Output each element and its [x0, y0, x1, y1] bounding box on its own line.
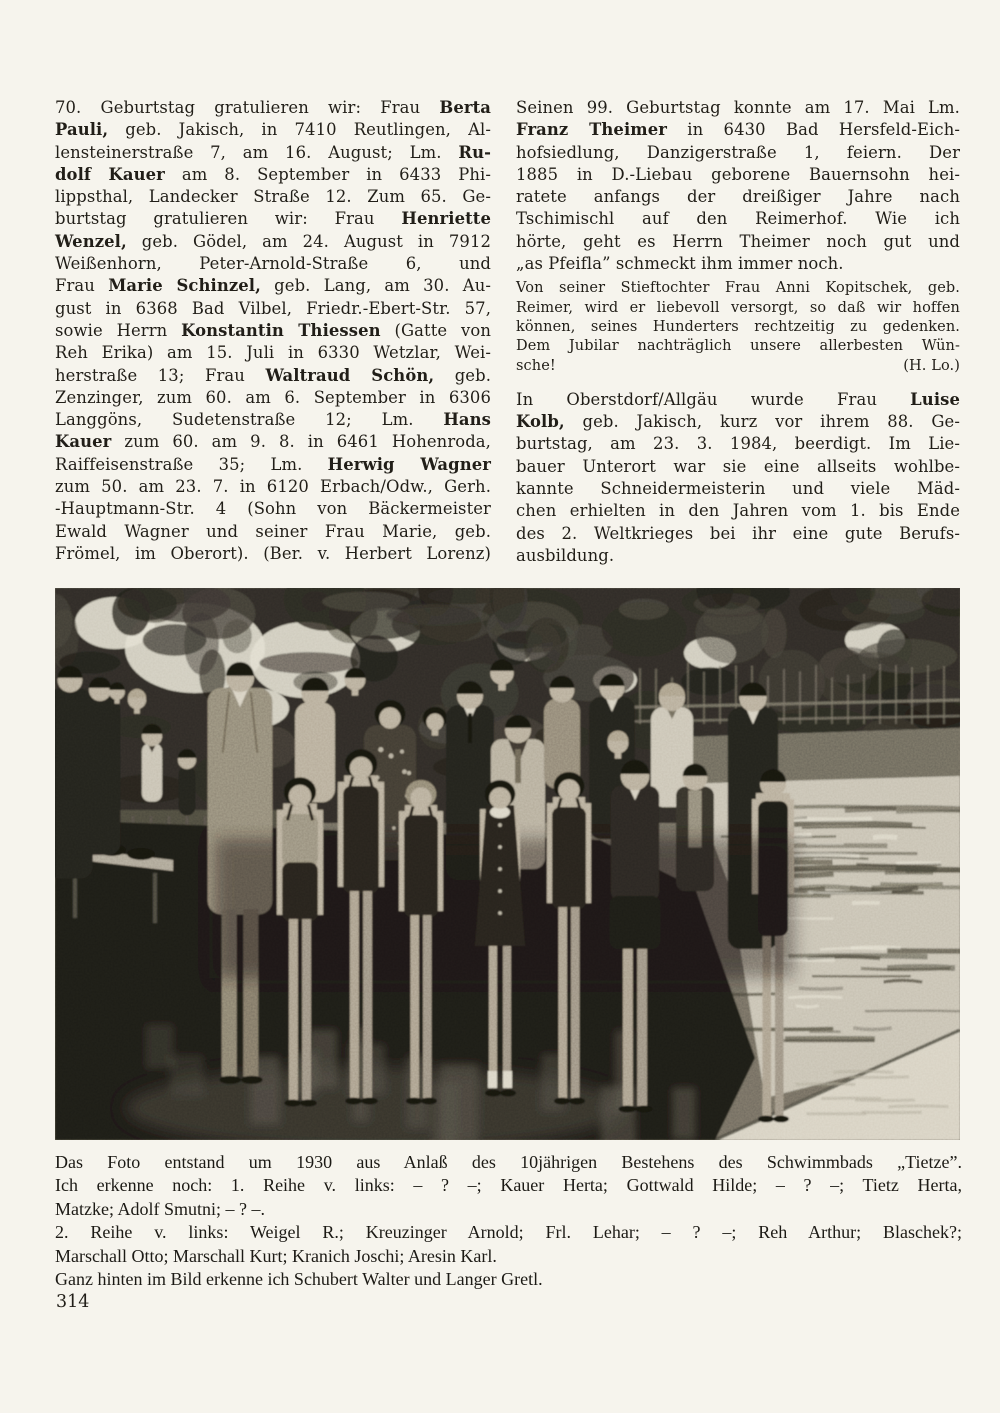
text-line: In Oberstdorf/Allgäu wurde Frau Luise: [516, 389, 960, 409]
text-line: Raiffeisenstraße 35; Lm. Herwig Wagner: [55, 454, 491, 474]
text-line: Franz Theimer in 6430 Bad Hersfeld-Eich-: [516, 120, 960, 140]
text-line: 70. Geburtstag gratulieren wir: Frau Berta: [55, 98, 491, 117]
group-photo-illustration: [55, 588, 960, 1140]
text-line: dolf Kauer am 8. September in 6433 Phi-: [55, 164, 491, 184]
text-line: Weißenhorn, Peter-Arnold-Straße 6, und: [55, 254, 491, 274]
text-line: des 2. Weltkrieges bei ihr eine gute Berufs-: [516, 523, 960, 543]
text-line: lippsthal, Landecker Straße 12. Zum 65. Ge-: [55, 187, 491, 207]
text-line: Kolb, geb. Jakisch, kurz vor ihrem 88. Ge-: [516, 412, 960, 432]
text-line: Wenzel, geb. Gödel, am 24. August in 7912: [55, 231, 491, 251]
group-photo: [55, 588, 960, 1140]
text-line: herstraße 13; Frau Waltraud Schön, geb.: [55, 365, 492, 385]
text-line: „as Pfeifla” schmeckt ihm immer noch.: [516, 254, 844, 274]
caption-line: Das Foto entstand um 1930 aus Anlaß des 10jährigen Bestehens des Schwimmbads „Tietze”.: [55, 1152, 962, 1172]
article-column-left: [55, 97, 491, 565]
caption-line: Ich erkenne noch: 1. Reihe v. links: – ? –; Kauer Herta; Gottwald Hilde; – ? –; Tietz Herta,: [55, 1175, 962, 1196]
text-line: Dem Jubilar nachträglich unsere allerbesten Wün-: [516, 338, 960, 355]
text-line: Kauer zum 60. am 9. 8. in 6461 Hohenroda,: [55, 432, 491, 452]
text-line: 1885 in D.-Liebau geborene Bauernsohn hei-: [516, 164, 960, 184]
caption-line: 2. Reihe v. links: Weigel R.; Kreuzinger Arnold; Frl. Lehar; – ? –; Reh Arthur; Blaschek?;: [55, 1222, 962, 1243]
text-line: Frömel, im Oberort). (Ber. v. Herbert Lorenz): [55, 543, 491, 563]
text-line: hörte, geht es Herrn Theimer noch gut und: [516, 231, 960, 251]
text-line: Langgöns, Sudetenstraße 12; Lm. Hans: [55, 410, 491, 430]
article-column-right: [516, 97, 960, 567]
text-line: Seinen 99. Geburtstag konnte am 17. Mai Lm.: [516, 98, 960, 117]
text-line: Reh Erika) am 15. Juli in 6330 Wetzlar, Wei-: [55, 343, 491, 363]
text-line: Ewald Wagner und seiner Frau Marie, geb.: [55, 521, 491, 541]
text-line: kannte Schneidermeisterin und viele Mäd-: [516, 479, 960, 499]
text-line: Frau Marie Schinzel, geb. Lang, am 30. Au-: [55, 276, 491, 296]
text-line: ratete anfangs der dreißiger Jahre nach: [516, 187, 960, 207]
text-line: burtstag, am 23. 3. 1984, beerdigt. Im Lie-: [516, 434, 960, 454]
text-line: ausbildung.: [516, 545, 615, 565]
caption-line: Matzke; Adolf Smutni; – ? –.: [55, 1198, 265, 1219]
text-line: gust in 6368 Bad Vilbel, Friedr.-Ebert-Str. 57,: [55, 298, 491, 318]
text-line: Reimer, wird er liebevoll versorgt, so daß wir hoffen: [516, 299, 960, 316]
film-grain-overlay: [55, 588, 960, 1140]
text-line: können, seines Hunderters rechtzeitig zu gedenken.: [516, 318, 960, 335]
text-line: Von seiner Stieftochter Frau Anni Kopitschek, geb.: [516, 280, 960, 297]
page-number: 314: [56, 1292, 90, 1312]
text-line: zum 50. am 23. 7. in 6120 Erbach/Odw., Gerh.: [55, 477, 491, 497]
text-line: hofsiedlung, Danzigerstraße 1, feiern. Der: [516, 142, 960, 162]
text-line: chen erhielten in den Jahren vom 1. bis Ende: [516, 501, 960, 521]
text-line: -Hauptmann-Str. 4 (Sohn von Bäckermeister: [55, 499, 491, 519]
text-line: sche! (H. Lo.): [516, 357, 960, 374]
text-line: lensteinerstraße 7, am 16. August; Lm. Ru-: [55, 142, 491, 162]
caption-line: Ganz hinten im Bild erkenne ich Schubert Walter und Langer Gretl.: [55, 1269, 543, 1290]
text-line: Tschimischl auf den Reimerhof. Wie ich: [516, 209, 960, 229]
text-line: Zenzinger, zum 60. am 6. September in 6306: [55, 387, 491, 407]
text-line: burtstag gratulieren wir: Frau Henriette: [55, 209, 491, 229]
text-line: Pauli, geb. Jakisch, in 7410 Reutlingen, Al-: [55, 120, 491, 140]
text-line: sowie Herrn Konstantin Thiessen (Gatte von: [55, 320, 491, 340]
photo-caption: [55, 1151, 962, 1291]
caption-line: Marschall Otto; Marschall Kurt; Kranich Joschi; Aresin Karl.: [55, 1245, 497, 1266]
text-line: bauer Unterort war sie eine allseits wohlbe-: [516, 456, 960, 476]
